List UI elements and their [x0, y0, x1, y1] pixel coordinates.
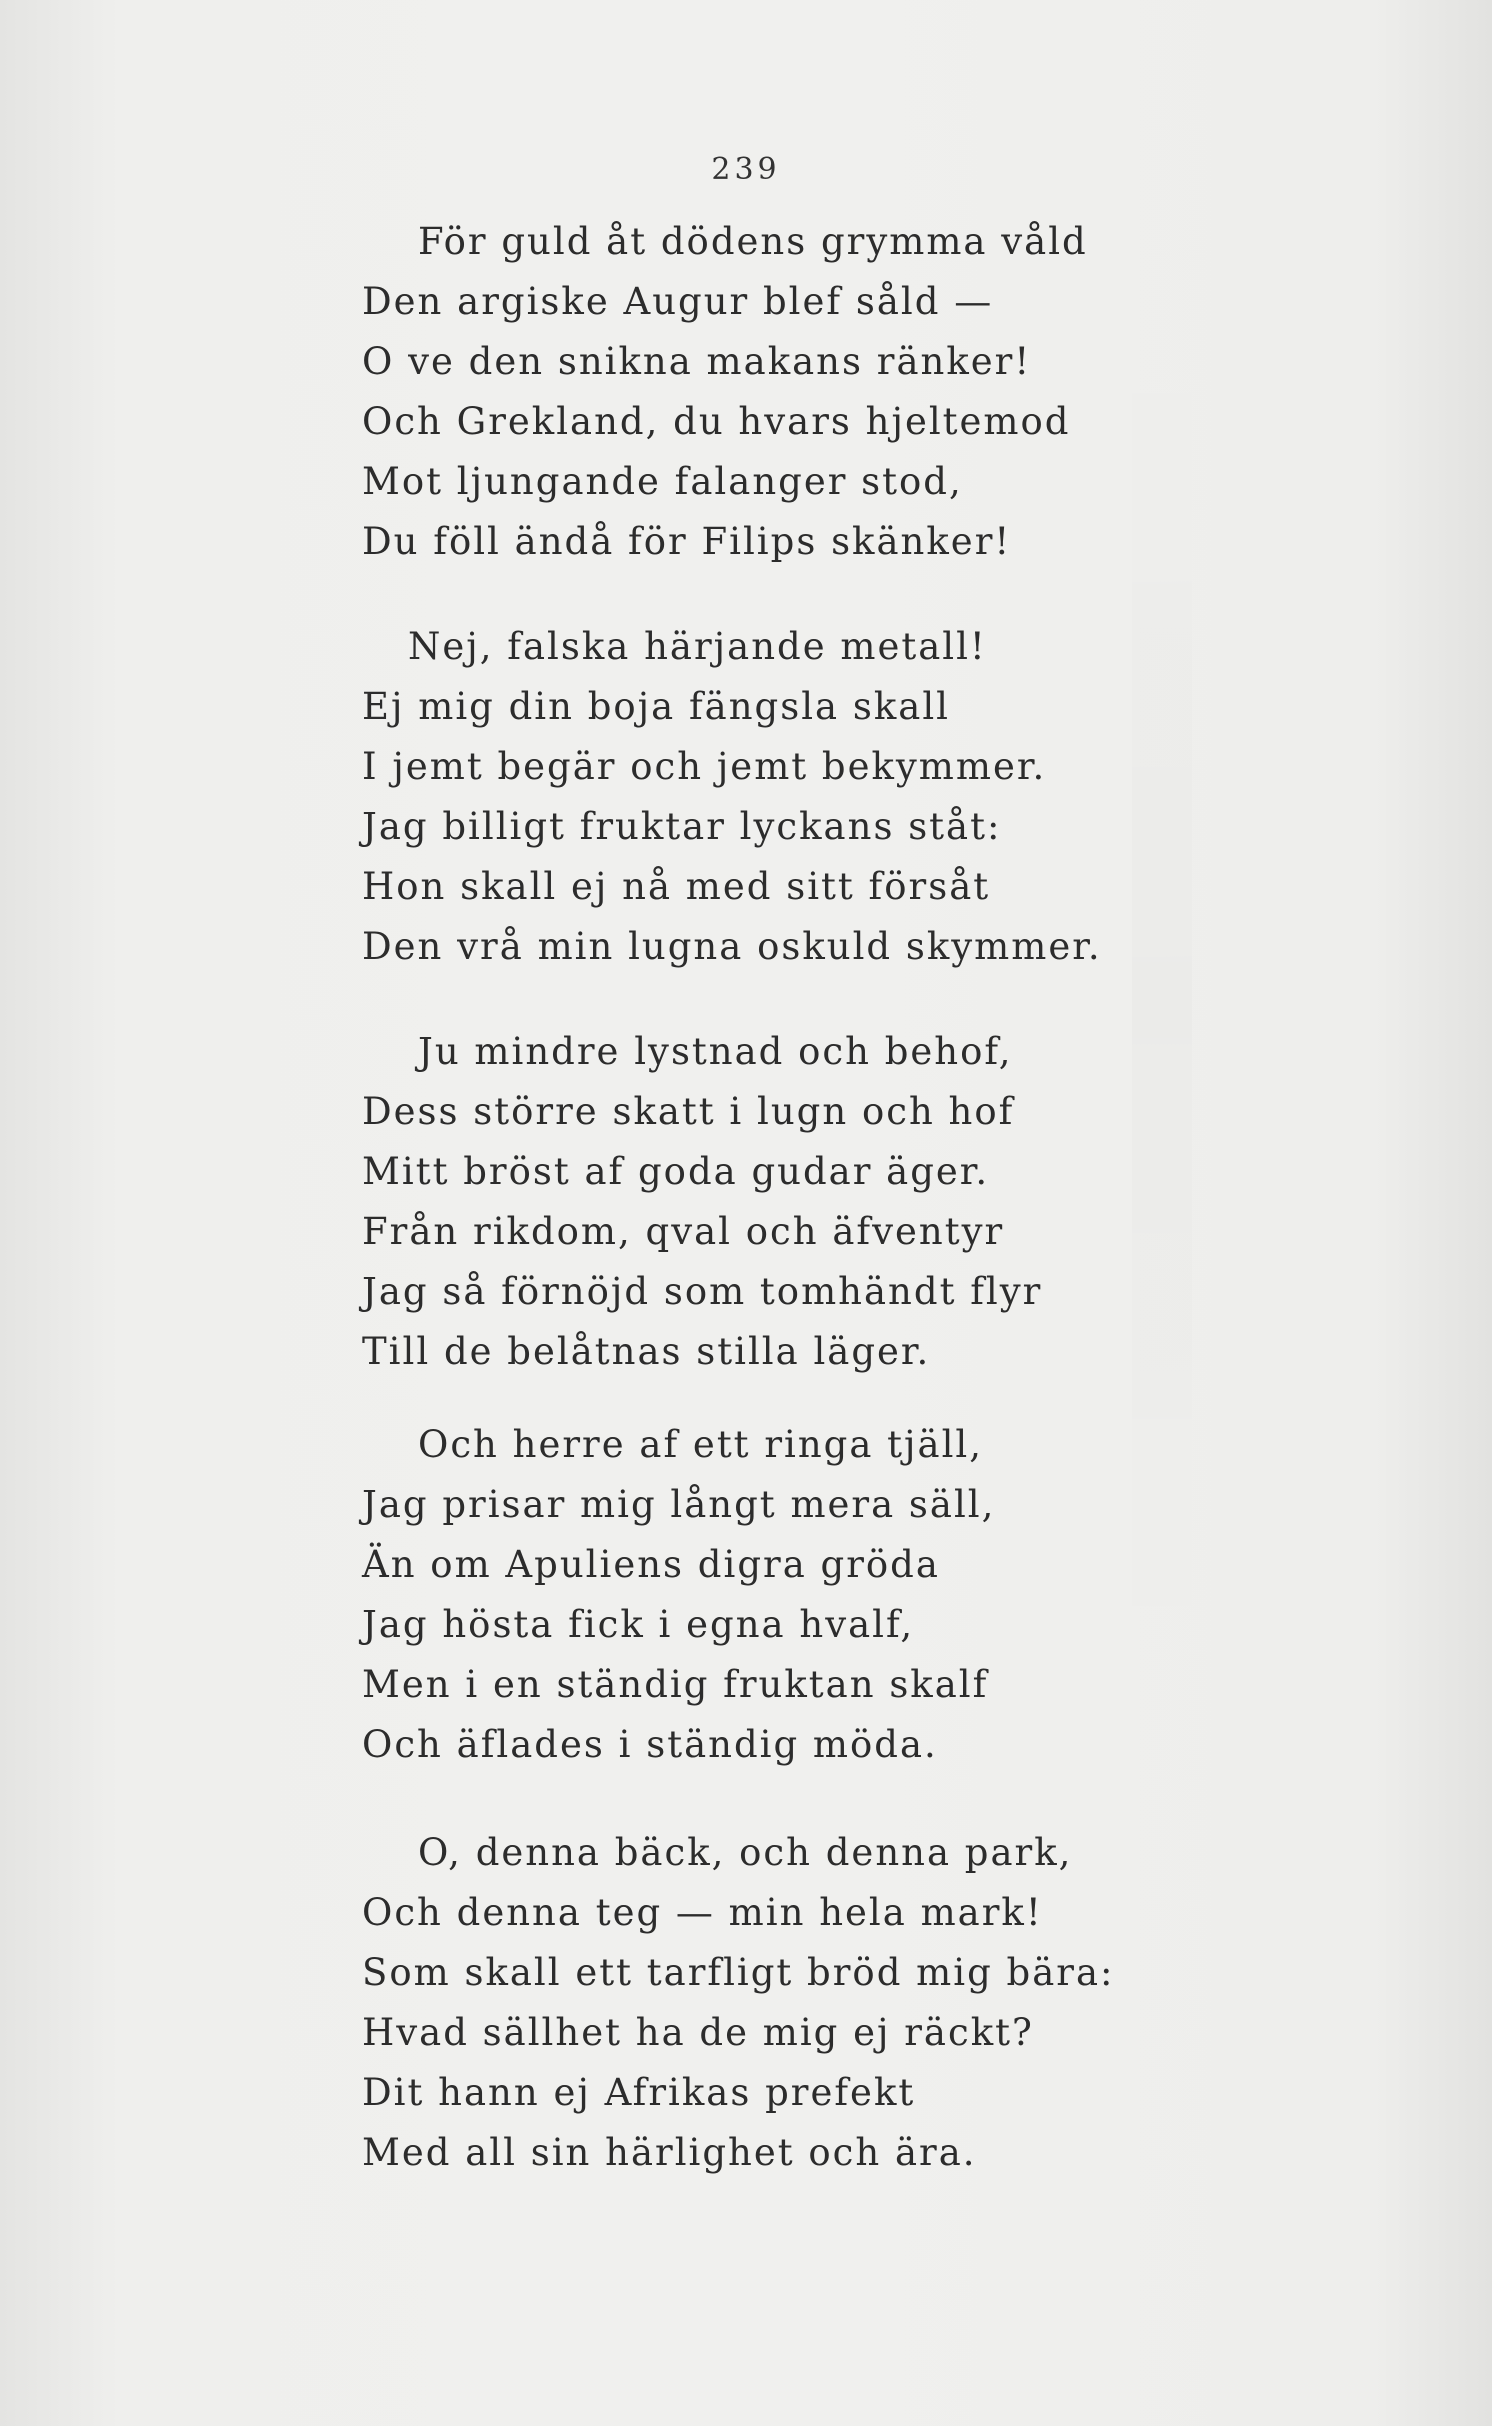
poem-line: Du föll ändå för Filips skänker!: [362, 520, 1012, 563]
poem-line: Ju mindre lystnad och behof,: [418, 1030, 1013, 1073]
poem-line: Till de belåtnas stilla läger.: [362, 1330, 931, 1373]
poem-line: Än om Apuliens digra gröda: [362, 1543, 940, 1586]
poem-line: För guld åt dödens grymma våld: [418, 220, 1088, 263]
poem-line: Jag så förnöjd som tomhändt flyr: [362, 1270, 1043, 1313]
poem-line: Och Grekland, du hvars hjeltemod: [362, 400, 1071, 443]
poem-line: Och denna teg — min hela mark!: [362, 1891, 1043, 1934]
poem-line: Från rikdom, qval och äfventyr: [362, 1210, 1005, 1253]
poem-line: Jag prisar mig långt mera säll,: [362, 1483, 996, 1526]
poem-line: Jag hösta fick i egna hvalf,: [362, 1603, 915, 1646]
poem-line: Den argiske Augur blef såld —: [362, 280, 994, 323]
poem-line: Och herre af ett ringa tjäll,: [418, 1423, 983, 1466]
poem-line: Jag billigt fruktar lyckans ståt:: [362, 805, 1002, 848]
poem-line: Men i en ständig fruktan skalf: [362, 1663, 989, 1706]
poem-line: O, denna bäck, och denna park,: [418, 1831, 1073, 1874]
page-number: 239: [711, 152, 781, 187]
poem-line: Dit hann ej Afrikas prefekt: [362, 2071, 916, 2114]
poem-line: Ej mig din boja fängsla skall: [362, 685, 951, 728]
page-bleed-through: [1132, 300, 1192, 1700]
poem-line: Mitt bröst af goda gudar äger.: [362, 1150, 990, 1193]
poem-line: Dess större skatt i lugn och hof: [362, 1090, 1015, 1133]
poem-line: Som skall ett tarfligt bröd mig bära:: [362, 1951, 1115, 1994]
poem-line: I jemt begär och jemt bekymmer.: [362, 745, 1047, 788]
poem-line: Och äflades i ständig möda.: [362, 1723, 938, 1766]
poem-line: Hvad sällhet ha de mig ej räckt?: [362, 2011, 1034, 2054]
poem-line: O ve den snikna makans ränker!: [362, 340, 1032, 383]
poem-line: Hon skall ej nå med sitt försåt: [362, 865, 991, 908]
poem-line: Med all sin härlighet och ära.: [362, 2131, 977, 2174]
poem-line: Den vrå min lugna oskuld skymmer.: [362, 925, 1102, 968]
poem-line: Nej, falska härjande metall!: [408, 625, 987, 668]
poem-line: Mot ljungande falanger stod,: [362, 460, 963, 503]
